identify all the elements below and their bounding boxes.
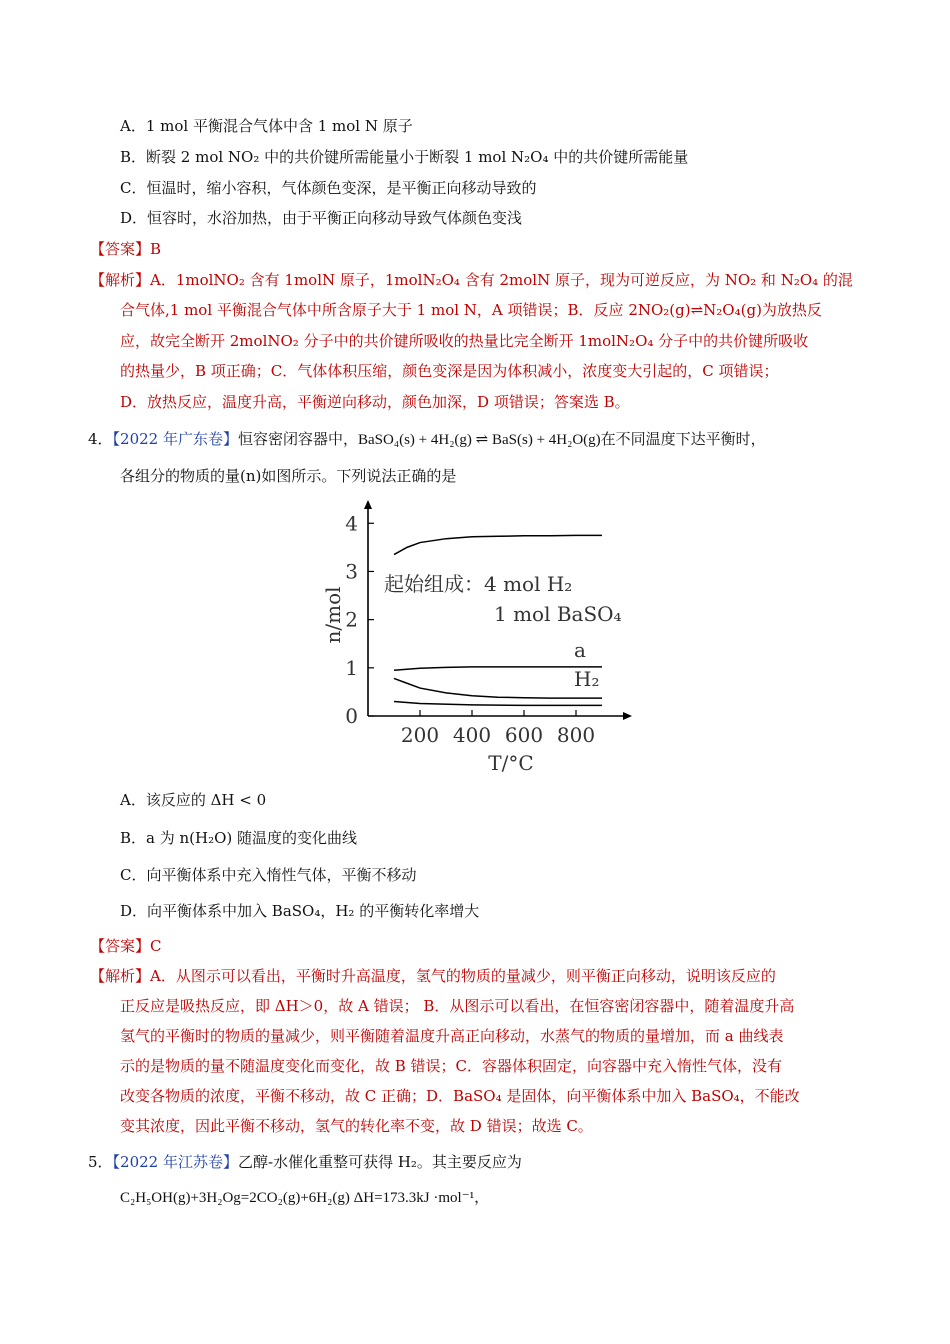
q3-answer: 【答案】B: [90, 240, 162, 258]
series-label: a: [574, 637, 586, 662]
n-vs-temperature-chart: [316, 500, 646, 780]
q3-analysis-line: D．放热反应，温度升高，平衡逆向移动，颜色加深，D 项错误；答案选 B。: [120, 393, 630, 411]
q5-equation: C₂H₅OH(g)+3H₂Og=2CO₂(g)+6H₂(g) ΔH=173.3kJ ·mol⁻¹，: [120, 1190, 490, 1206]
q5-stem-text: 乙醇-水催化重整可获得 H₂。其主要反应为: [238, 1153, 522, 1171]
q4-analysis-line: 改变各物质的浓度，平衡不移动，故 C 正确；D．BaSO₄ 是固体，向平衡体系中加入 BaSO₄，不能改: [120, 1087, 800, 1105]
q4-answer: 【答案】C: [90, 937, 162, 955]
q4-number: 4．: [88, 430, 113, 448]
q4-option-a: A．该反应的 ΔH < 0: [120, 791, 267, 809]
q4-analysis-line: 正反应是吸热反应，即 ΔH＞0，故 A 错误； B．从图示可以看出，在恒容密闭容器中，随着温度升高: [120, 997, 795, 1015]
y-axis-arrow: [364, 500, 372, 509]
q3-analysis-line: 【解析】A．1molNO₂ 含有 1molN 原子，1molN₂O₄ 含有 2molN 原子，现为可逆反应，为 NO₂ 和 N₂O₄ 的混: [90, 271, 853, 289]
q4-option-d: D．向平衡体系中加入 BaSO₄，H₂ 的平衡转化率增大: [120, 902, 480, 920]
q5-source: 【2022 年江苏卷】: [112, 1153, 238, 1171]
q3-analysis-line: 的热量少，B 项正确；C．气体体积压缩，颜色变深是因为体积减小，浓度变大引起的，C 项错误；: [120, 362, 779, 380]
q5-number: 5．: [88, 1153, 113, 1171]
q3-option-b: B．断裂 2 mol NO₂ 中的共价键所需能量小于断裂 1 mol N₂O₄ 中的共价键所需能量: [120, 148, 689, 166]
series-label: H₂: [574, 667, 600, 692]
q4-analysis-line: 示的是物质的量不随温度变化而变化，故 B 错误；C．容器体积固定，向容器中充入惰性气体，没有: [120, 1057, 783, 1075]
x-tick-label: 600: [504, 723, 544, 747]
q4-analysis-line: 氢气的平衡时的物质的量减少，则平衡随着温度升高正向移动，水蒸气的物质的量增加，而 a 曲线表: [120, 1027, 784, 1045]
q4-stem-line2: 各组分的物质的量(n)如图所示。下列说法正确的是: [120, 467, 457, 485]
q5-stem: [88, 1152, 522, 1172]
q4-option-c: C．向平衡体系中充入惰性气体，平衡不移动: [120, 866, 417, 884]
q3-option-d: D．恒容时，水浴加热，由于平衡正向移动导致气体颜色变浅: [120, 209, 523, 227]
q3-analysis-line: 合气体,1 mol 平衡混合气体中所含原子大于 1 mol N，A 项错误；B．反应 2NO₂(g)⇌N₂O₄(g)为放热反: [120, 301, 822, 319]
q3-option-a: A．1 mol 平衡混合气体中含 1 mol N 原子: [120, 117, 413, 135]
q3-option-c: C．恒温时，缩小容积，气体颜色变深，是平衡正向移动导致的: [120, 179, 537, 197]
q4-source: 【2022 年广东卷】: [112, 430, 238, 448]
annotation-initial-baso4: 1 mol BaSO₄: [494, 602, 622, 626]
annotation-initial-h2: 起始组成：4 mol H₂: [384, 572, 573, 596]
q3-analysis-line: 应，故完全断开 2molNO₂ 分子中的共价键所吸收的热量比完全断开 1molN₂O₄ 分子中的共价键所吸收: [120, 332, 809, 350]
q4-equation: BaSO₄(s) + 4H₂(g) ⇌ BaS(s) + 4H₂O(g): [358, 432, 601, 448]
series-line-a: [394, 667, 602, 670]
x-tick-label: 400: [452, 723, 492, 747]
y-axis-label: n/mol: [321, 586, 345, 644]
q4-stem: [88, 429, 766, 450]
x-tick-label: 800: [556, 723, 596, 747]
y-tick-label: 2: [345, 607, 358, 632]
q4-analysis-line: 变其浓度，因此平衡不移动，氢气的转化率不变，故 D 错误；故选 C。: [120, 1117, 593, 1135]
series-line-top: [394, 535, 602, 554]
series-line-H₂: [394, 678, 602, 698]
y-tick-label: 4: [345, 511, 358, 536]
x-tick-label: 200: [400, 723, 440, 747]
y-tick-label: 1: [345, 655, 358, 680]
q4-option-b: B．a 为 n(H₂O) 随温度的变化曲线: [120, 829, 358, 847]
q4-analysis-line: 【解析】A．从图示可以看出，平衡时升高温度，氢气的物质的量减少，则平衡正向移动，说明该反应的: [90, 967, 776, 985]
q4-stem-pre: 恒容密闭容器中，: [238, 430, 359, 448]
series-line-bottom: [394, 702, 602, 706]
x-axis-label: T/°C: [488, 751, 534, 775]
q4-stem-post: 在不同温度下达平衡时，: [600, 430, 766, 448]
y-tick-label: 0: [345, 704, 358, 728]
x-axis-arrow: [623, 712, 632, 720]
y-tick-label: 3: [345, 559, 358, 584]
